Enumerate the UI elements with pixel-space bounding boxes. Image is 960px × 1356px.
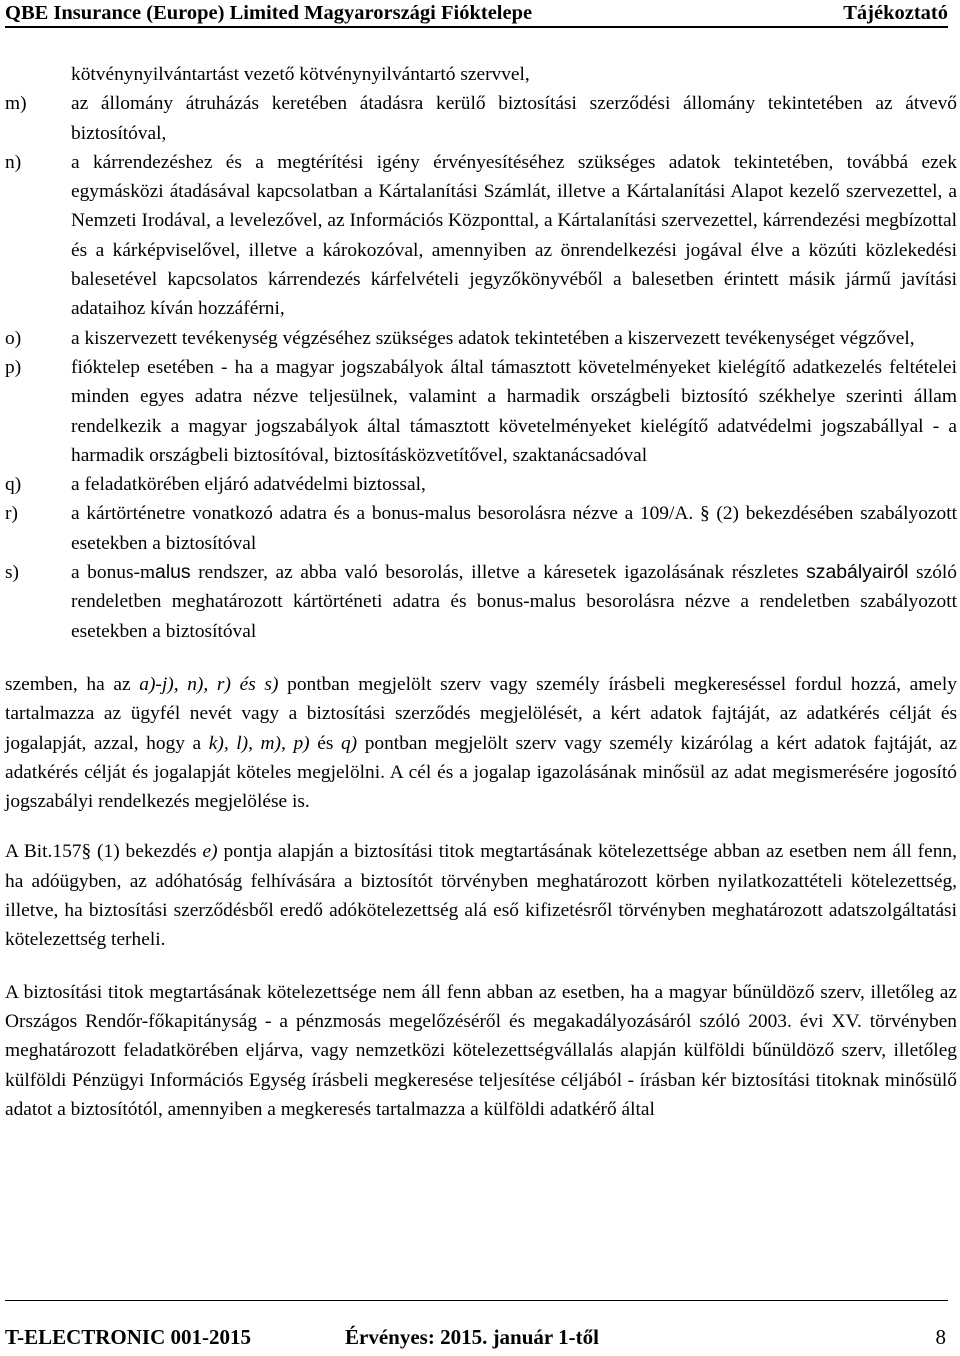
list-item-n (5, 148, 957, 324)
list-text: a kárrendezéshez és a megtérítési igény érvényesítéséhez szükséges adatok tekintetében, továbbá ezek egymásközi átadásával kapcsolatban a Kártalanítási Számlát, illetve a Kártalanítási Alapot kezelő szervezettel, a Nemzeti Irodával, a levelezővel, az Információs Központtal, a Kártalanítási szervezettel, kárrendezési megbízottal és a kárképviselővel, illetve a károkozóval, amennyiben az önrendelkezési jogával élve a közúti közlekedési balesetével kapcsolatos kárrendezés kárfelvételi jegyzőkönyvéből a balesetben érintett másik jármű javítási adataihoz kíván hozzáférni, (71, 151, 957, 320)
text-run: rendszer, az abba való besorolás, illetve a káresetek igazolásának részletes (190, 562, 807, 584)
page-footer (5, 1300, 948, 1349)
list-label: p) (5, 356, 22, 378)
page-number: 8 (935, 1325, 946, 1349)
list-label: q) (5, 474, 22, 496)
company-name: QBE Insurance (Europe) Limited Magyarországi Fióktelepe (5, 2, 533, 24)
list-item-o (5, 324, 957, 353)
list-item-q (5, 470, 957, 499)
paragraph-law-enforcement-exception: A biztosítási titok megtartásának kötelezettsége nem áll fenn abban az esetben, ha a magyar bűnüldöző szerv, illetőleg az Országos Rendőr-főkapitányság - a pénzmosás megelőzéséről és megakadályozásáról szóló 2003. évi XV. törvényben meghatározott feladatkörében eljárva, vagy nemzetközi kötelezettségvállalás alapján külföldi bűnüldöző szerv, illetőleg külföldi Pénzügyi Információs Egység írásbeli megkeresése teljesítése céljából - írásban kér biztosítási titoknak minősülő adatot a biztosítótól, amennyiben a megkeresés tartalmazza a külföldi adatkérő által (5, 981, 957, 1120)
document-code: T-ELECTRONIC 001-2015 (5, 1325, 252, 1349)
list-item-l-continuation: kötvénynyilvántartást vezető kötvénynyilvántartó szervvel, (71, 64, 530, 85)
text-run: szóló rendeletben meghatározott kártörténeti adatra és bonus-malus besorolásra nézve a rendeletben szabályozott esetekben a biztosítóval (71, 562, 957, 642)
list-label: m) (5, 93, 27, 115)
paragraph-tax-exception (5, 837, 957, 954)
list-text: a kiszervezett tevékenység végzéséhez szükséges adatok tekintetében a kiszervezett tevékenységet végzővel, (71, 327, 915, 349)
text-run: szemben, ha az (5, 673, 140, 695)
page-header (5, 0, 948, 28)
list-text (71, 558, 957, 646)
list-item-p (5, 353, 957, 470)
list-text: fióktelep esetében - ha a magyar jogszabályok által támasztott követelményeket kielégítő adatkezelés feltételei minden egyes adatra nézve teljesülnek, valamint a harmadik országbeli biztosító székhelye szerinti állam rendelkezik a magyar jogszabályok által támasztott követelményeket kielégítő adatvédelmi jogszabállyal - a harmadik országbeli biztosítóval, biztosításközvetítővel, szaktanácsadóval (71, 356, 957, 466)
list-text: a kártörténetre vonatkozó adatra és a bonus-malus besorolásra nézve a 109/A. § (2) bekezdésében szabályozott esetekben a biztosítóval (71, 503, 957, 554)
list-text: az állomány átruházás keretében átadásra kerülő biztosítási szerződési állomány tekintetében az átvevő biztosítóval, (71, 93, 957, 144)
text-run-sans: szabályairól (806, 561, 909, 584)
text-run: pontja alapján a biztosítási titok megtartásának kötelezettsége abban az esetben nem áll fenn, ha adóügyben, az adóhatóság felhívására a biztosítót törvényben meghatározott körben nyilatkozattételi kötelezettség, illetve, ha biztosítási szerződésből eredő adókötelezettség alá eső kifizetésről törvényben meghatározott adatszolgáltatási kötelezettség terheli. (5, 841, 957, 951)
text-run: és (309, 732, 341, 754)
italic-reference: q) (340, 732, 358, 754)
list-item-s (5, 558, 957, 646)
list-label: o) (5, 327, 22, 349)
list-item-m (5, 89, 957, 148)
list-label: n) (5, 151, 22, 173)
list-label: s) (5, 562, 20, 584)
validity-date: Érvényes: 2015. január 1-től (345, 1325, 599, 1349)
paragraph-request-conditions (5, 670, 957, 816)
text-run: A Bit.157§ (1) bekezdés (5, 841, 203, 863)
italic-reference: k), l), m), p) (208, 732, 310, 754)
document-body (5, 60, 957, 1124)
italic-reference: e) (202, 841, 218, 863)
italic-reference: a)-j), n), r) és s) (139, 673, 279, 695)
list-text: a feladatkörében eljáró adatvédelmi biztossal, (71, 474, 426, 496)
text-run: pontban megjelölt szerv vagy személy írásbeli megkereséssel fordul hozzá, amely tartalmazza az ügyfél nevét vagy a biztosítási szerződés megjelölését, a kért adatok fajtáját, az adatkérés célját és jogalapját, azzal, hogy a (5, 673, 957, 754)
list-item-r (5, 499, 957, 558)
text-run: pontban megjelölt szerv vagy személy kizárólag a kért adatok fajtáját, az adatkérés célját és jogalapját köteles megjelölni. A cél és a jogalap igazolásának minősül az adat megismerésére jogosító jogszabályi rendelkezés megjelölése is. (5, 732, 957, 813)
text-run-sans: alus (155, 561, 191, 584)
text-run: a bonus-m (71, 562, 156, 584)
list-label: r) (5, 503, 18, 525)
document-type: Tájékoztató (843, 2, 948, 24)
